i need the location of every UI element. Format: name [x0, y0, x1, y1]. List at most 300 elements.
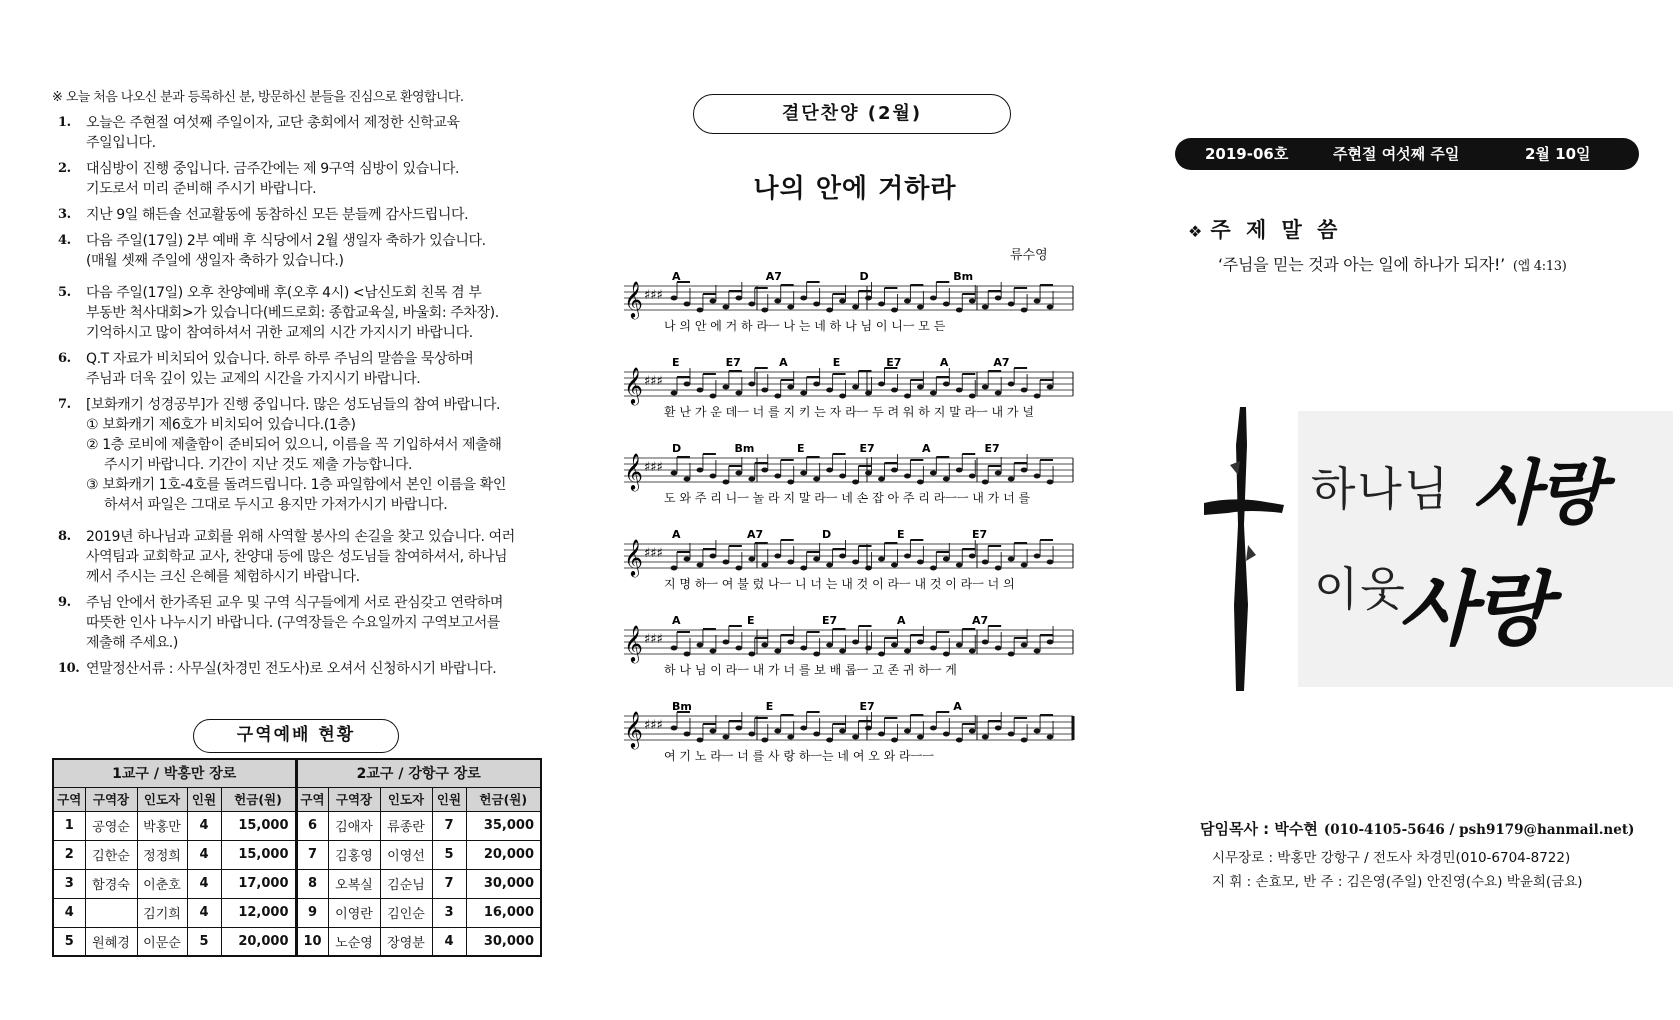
table-cell: 9 [296, 898, 328, 927]
composer: 류수영 [1010, 248, 1048, 263]
chord-label: A [953, 700, 962, 713]
music-note [956, 643, 963, 648]
music-note [813, 477, 820, 482]
group-1-header: 1교구 / 박홍만 장로 [53, 759, 296, 787]
music-note [943, 557, 950, 562]
music-note [787, 560, 794, 565]
announcement-item [52, 593, 542, 653]
column-header: 구역장 [85, 787, 137, 811]
announcements-section [52, 86, 542, 685]
music-note [930, 471, 937, 476]
sunday-name: 주현절 여섯째 주일 [1333, 145, 1460, 163]
table-cell: 이영란 [328, 898, 380, 927]
table-cell: 5 [432, 840, 466, 869]
music-note [865, 296, 872, 301]
music-note [735, 646, 742, 651]
cross-icon [1200, 405, 1290, 695]
music-note [710, 554, 717, 559]
song-title: 나의 안에 거하라 [753, 174, 957, 204]
table-cell: 오복실 [328, 869, 380, 898]
music-note [1008, 477, 1015, 482]
music-note [710, 649, 717, 654]
music-note [1021, 738, 1028, 743]
announcement-line: 부동반 척사대회>가 있습니다(베드로회: 종합교육실, 바울회: 주차장). [86, 305, 499, 321]
music-note [943, 382, 950, 387]
music-note [1034, 554, 1041, 559]
music-note [1047, 735, 1054, 740]
key-signature-icon: ♯♯♯ [644, 546, 663, 561]
announcement-number: 4. [58, 233, 71, 248]
music-note [1047, 385, 1054, 390]
music-note [826, 738, 833, 743]
music-note [826, 388, 833, 393]
music-note [878, 302, 885, 307]
music-note [1021, 468, 1028, 473]
column-header-row [53, 787, 541, 811]
music-note [930, 391, 937, 396]
issue-number: 2019-06호 [1205, 145, 1289, 163]
music-note [697, 468, 704, 473]
music-note [800, 471, 807, 476]
issue-bar [1175, 138, 1639, 170]
music-note [735, 566, 742, 571]
music-note [982, 735, 989, 740]
artwork-love-text-1: 사랑 [1472, 451, 1604, 534]
music-note [697, 643, 704, 648]
music-note [774, 649, 781, 654]
table-cell: 함경숙 [85, 869, 137, 898]
music-note [1008, 382, 1015, 387]
lyric-line: 지 명 하ㅡ 여 불 렀 나ㅡ 니 너 는 내 것 이 라ㅡ 내 것 이 라ㅡ 너 의 [664, 577, 1015, 591]
announcement-line: 기억하시고 많이 참여하셔서 귀한 교제의 시간 가지시기 바랍니다. [86, 325, 473, 341]
music-note [930, 296, 937, 301]
music-note [761, 388, 768, 393]
music-note [865, 726, 872, 731]
treble-clef-icon: 𝄞 [624, 624, 643, 662]
announcement-line: 주일입니다. [86, 135, 156, 151]
music-note [748, 302, 755, 307]
theme-verse [1218, 252, 1567, 275]
table-cell: 정정희 [137, 840, 187, 869]
music-note [735, 726, 742, 731]
chord-label: D [859, 270, 869, 283]
announcement-number: 10. [58, 661, 80, 676]
announcement-line: 주님과 더욱 깊이 있는 교제의 시간을 가지시기 바랍니다. [86, 371, 421, 387]
music-note [852, 560, 859, 565]
table-cell: 류종란 [380, 811, 432, 840]
music-note [748, 557, 755, 562]
table-row [53, 840, 541, 869]
treble-clef-icon: 𝄞 [624, 366, 643, 404]
table-cell: 30,000 [466, 869, 541, 898]
music-note [995, 471, 1002, 476]
music-note [774, 554, 781, 559]
district-report-table [52, 758, 542, 957]
chord-label: A [939, 356, 949, 369]
table-cell: 4 [432, 927, 466, 956]
music-note [904, 394, 911, 399]
music-note [943, 302, 950, 307]
music-note [813, 732, 820, 737]
table-cell: 8 [296, 869, 328, 898]
music-note [956, 468, 963, 473]
music-note [995, 566, 1002, 571]
announcement-item [52, 283, 542, 343]
music-note [878, 477, 885, 482]
music-note [995, 391, 1002, 396]
music-note [865, 646, 872, 651]
table-cell: 20,000 [221, 927, 296, 956]
lyric-line: 하 나 님 이 라ㅡ 내 가 너 를 보 배 롭ㅡ 고 존 귀 하ㅡ 게 [664, 663, 957, 677]
music-note [930, 566, 937, 571]
music-note [684, 382, 691, 387]
key-signature-icon: ♯♯♯ [644, 460, 663, 475]
music-note [671, 391, 678, 396]
pastor-contact: (010-4105-5646 / psh9179@hanmail.net) [1323, 822, 1635, 838]
chord-label: E [747, 614, 755, 627]
music-note [852, 385, 859, 390]
music-note [969, 649, 976, 654]
chord-label: A [672, 528, 681, 541]
music-note [904, 474, 911, 479]
chord-label: E7 [886, 356, 902, 369]
announcement-line: 다음 주일(17일) 오후 찬양예배 후(오후 4시) <남신도회 친목 겸 부 [86, 285, 482, 301]
music-note [800, 566, 807, 571]
chord-label: A [897, 614, 906, 627]
music-note [826, 643, 833, 648]
music-note [800, 391, 807, 396]
chord-label: E7 [725, 356, 741, 369]
group-2-header: 2교구 / 강항구 장로 [296, 759, 541, 787]
table-row [53, 927, 541, 956]
music-note [1034, 394, 1041, 399]
table-cell: 장영분 [380, 927, 432, 956]
music-note [748, 477, 755, 482]
table-cell: 3 [53, 869, 85, 898]
music-note [982, 305, 989, 310]
table-cell: 7 [296, 840, 328, 869]
announcement-line: 께서 주시는 크신 은혜를 체험하시기 바랍니다. [86, 569, 360, 585]
column-header: 구역장 [328, 787, 380, 811]
music-note [671, 726, 678, 731]
music-note [722, 640, 729, 645]
music-note [1021, 643, 1028, 648]
sheet-music [622, 268, 1077, 788]
hymn-heading: 결단찬양 (2월) [693, 94, 1011, 134]
music-note [1034, 474, 1041, 479]
chord-label: D [672, 442, 682, 455]
music-note [671, 566, 678, 571]
table-cell: 1 [53, 811, 85, 840]
column-header: 헌금(원) [466, 787, 541, 811]
treble-clef-icon: 𝄞 [624, 710, 643, 748]
announcement-line: 따뜻한 인사 나누시기 바랍니다. (구역장들은 수요일까지 구역보고서를 [86, 615, 501, 631]
announcement-line: 지난 9일 해든솔 선교활동에 동참하신 모든 분들께 감사드립니다. [86, 207, 469, 223]
music-note [774, 394, 781, 399]
music-note [995, 296, 1002, 301]
chord-label: E [765, 700, 774, 713]
announcement-line: ② 1층 로비에 제출함이 준비되어 있으니, 이름을 꼭 기입하셔서 제출해 [86, 437, 502, 453]
announcement-number: 8. [58, 529, 71, 544]
music-note [904, 649, 911, 654]
theme-verse-text: ‘주님을 믿는 것과 아는 일에 하나가 되자!’ [1218, 255, 1505, 274]
table-cell: 김홍영 [328, 840, 380, 869]
announcement-number: 6. [58, 351, 71, 366]
music-note [735, 471, 742, 476]
music-note [748, 732, 755, 737]
announcement-line: 2019년 하나님과 교회를 위해 사역할 봉사의 손길을 찾고 있습니다. 여러 [86, 529, 515, 545]
table-cell: 이영선 [380, 840, 432, 869]
column-header: 헌금(원) [221, 787, 296, 811]
music-note [735, 391, 742, 396]
music-note [1008, 302, 1015, 307]
treble-clef-icon: 𝄞 [624, 280, 643, 318]
announcement-item [52, 159, 542, 199]
table-cell: 3 [432, 898, 466, 927]
table-row [53, 898, 541, 927]
senior-pastor [1200, 818, 1634, 839]
music-note [722, 480, 729, 485]
music-note [865, 566, 872, 571]
announcement-number: 5. [58, 285, 71, 300]
music-note [671, 471, 678, 476]
lyric-line: 도 와 주 리 니ㅡ 놀 라 지 말 라ㅡ 네 손 잡 아 주 리 라ㅡㅡ 내 가 너 를 [664, 491, 1031, 505]
music-note [956, 563, 963, 568]
music-note [995, 646, 1002, 651]
table-cell: 4 [187, 869, 221, 898]
music-note [852, 640, 859, 645]
music-note [697, 388, 704, 393]
music-note [969, 394, 976, 399]
chord-label: E7 [984, 442, 1000, 455]
music-note [710, 299, 717, 304]
announcement-item [52, 395, 542, 515]
table-row [53, 811, 541, 840]
chord-label: E7 [859, 442, 875, 455]
music-note [684, 732, 691, 737]
theme-heading [1188, 214, 1341, 244]
music-note [943, 477, 950, 482]
music-note [1034, 729, 1041, 734]
chord-label: A [922, 442, 931, 455]
music-note [943, 652, 950, 657]
music-note [671, 646, 678, 651]
music-note [684, 652, 691, 657]
music-note [891, 468, 898, 473]
treble-clef-icon: 𝄞 [624, 452, 643, 490]
music-note [956, 388, 963, 393]
table-cell: 4 [53, 898, 85, 927]
music-note [878, 557, 885, 562]
column-header: 인원 [187, 787, 221, 811]
music-note [697, 308, 704, 313]
announcement-item [52, 113, 542, 153]
chord-label: E [797, 442, 805, 455]
music-note [943, 732, 950, 737]
table-cell: 7 [432, 811, 466, 840]
lyric-line: 여 기 노 라ㅡ 너 를 사 랑 하ㅡ는 네 여 오 와 라ㅡㅡ [664, 749, 934, 763]
table-cell: 김한순 [85, 840, 137, 869]
music-note [930, 646, 937, 651]
music-note [969, 554, 976, 559]
music-note [891, 563, 898, 568]
music-note [839, 649, 846, 654]
music-note [1047, 480, 1054, 485]
music-note [930, 726, 937, 731]
music-note [982, 640, 989, 645]
column-header: 인원 [432, 787, 466, 811]
bulletin-date: 2월 10일 [1525, 145, 1591, 163]
music-note [710, 729, 717, 734]
music-note [800, 296, 807, 301]
music-note [1021, 563, 1028, 568]
music-note [917, 385, 924, 390]
artwork-neighbor-text: 이웃 [1314, 562, 1407, 616]
music-note [852, 480, 859, 485]
table-cell: 10 [296, 927, 328, 956]
music-note [878, 382, 885, 387]
announcement-line: [보화캐기 성경공부]가 진행 중입니다. 많은 성도님들의 참여 바랍니다. [86, 397, 501, 413]
music-note [878, 652, 885, 657]
music-note [969, 474, 976, 479]
music-note [891, 643, 898, 648]
music-note [1021, 308, 1028, 313]
chord-label: A [672, 614, 681, 627]
theme-heading-text: 주 제 말 씀 [1210, 218, 1342, 242]
table-cell: 5 [187, 927, 221, 956]
announcement-line: ① 보화캐기 제6호가 비치되어 있습니다.(1층) [86, 417, 356, 433]
announcement-line: ③ 보화캐기 1호-4호를 돌려드립니다. 1층 파일함에서 본인 이름을 확인 [86, 477, 506, 493]
music-note [722, 560, 729, 565]
music-note [684, 302, 691, 307]
music-note [852, 305, 859, 310]
table-cell: 7 [432, 869, 466, 898]
music-note [787, 735, 794, 740]
music-note [1021, 388, 1028, 393]
pastor-label: 담임목사 : 박수현 [1200, 820, 1318, 838]
music-note [1034, 649, 1041, 654]
music-note [839, 474, 846, 479]
music-note [748, 382, 755, 387]
table-cell [85, 898, 137, 927]
music-note [904, 729, 911, 734]
music-note [826, 468, 833, 473]
announcement-line: 하셔서 파일은 그대로 두시고 용지만 가져가시기 바랍니다. [104, 497, 448, 513]
music-note [904, 554, 911, 559]
column-header: 구역 [296, 787, 328, 811]
table-cell: 공영순 [85, 811, 137, 840]
music-note [982, 385, 989, 390]
music-note [917, 640, 924, 645]
welcome-text: ※ 오늘 처음 나오신 분과 등록하신 분, 방문하신 분들을 진심으로 환영합니다. [52, 90, 464, 105]
table-cell: 5 [53, 927, 85, 956]
chord-label: E [832, 356, 841, 369]
music-note [904, 299, 911, 304]
chord-label: E [672, 356, 680, 369]
key-signature-icon: ♯♯♯ [644, 374, 663, 389]
music-note [1047, 560, 1054, 565]
music-note [800, 646, 807, 651]
table-cell: 박홍만 [137, 811, 187, 840]
music-note [917, 560, 924, 565]
table-cell: 이문순 [137, 927, 187, 956]
announcement-number: 1. [58, 115, 71, 130]
music-note [813, 302, 820, 307]
column-header: 인도자 [380, 787, 432, 811]
music-note [956, 308, 963, 313]
music-note [710, 394, 717, 399]
music-note [1047, 305, 1054, 310]
column-header: 구역 [53, 787, 85, 811]
music-note [813, 652, 820, 657]
music-note [1008, 732, 1015, 737]
table-cell: 이춘호 [137, 869, 187, 898]
calligraphy-artwork [1188, 405, 1678, 695]
announcement-line: Q.T 자료가 비치되어 있습니다. 하루 하루 주님의 말씀을 묵상하며 [86, 351, 474, 367]
announcement-line: 대심방이 진행 중입니다. 금주간에는 제 9구역 심방이 있습니다. [86, 161, 460, 177]
music-note [761, 308, 768, 313]
table-cell: 15,000 [221, 840, 296, 869]
music-note [891, 738, 898, 743]
elders-line: 시무장로 : 박홍만 강항구 / 전도사 차경민(010-6704-8722) [1212, 850, 1571, 866]
lyric-line: 나 의 안 에 거 하 라ㅡ 나 는 네 하 나 님 이 니ㅡ 모 든 [664, 319, 946, 333]
music-note [839, 299, 846, 304]
lyric-line: 환 난 가 운 데ㅡ 너 를 지 키 는 자 라ㅡ 두 려 워 하 지 말 라ㅡ 내 가 널 [664, 405, 1034, 419]
music-note [917, 735, 924, 740]
music-note [878, 732, 885, 737]
table-cell: 35,000 [466, 811, 541, 840]
announcement-item [52, 349, 542, 389]
music-note [865, 391, 872, 396]
music-note [697, 563, 704, 568]
announcement-number: 7. [58, 397, 71, 412]
announcement-line: 오늘은 주현절 여섯째 주일이자, 교단 총회에서 제정한 신학교육 [86, 115, 460, 131]
music-note [722, 385, 729, 390]
music-note [735, 296, 742, 301]
table-cell: 20,000 [466, 840, 541, 869]
announcement-item [52, 527, 542, 587]
chord-label: A7 [993, 356, 1010, 369]
music-note [722, 305, 729, 310]
column-header: 인도자 [137, 787, 187, 811]
music-note [1034, 299, 1041, 304]
table-cell: 12,000 [221, 898, 296, 927]
table-cell: 4 [187, 811, 221, 840]
table-cell: 김순님 [380, 869, 432, 898]
music-note [761, 738, 768, 743]
music-note [956, 738, 963, 743]
music-note [917, 305, 924, 310]
music-note [852, 735, 859, 740]
music-note [787, 640, 794, 645]
music-note [787, 305, 794, 310]
key-signature-icon: ♯♯♯ [644, 288, 663, 303]
music-note [684, 477, 691, 482]
table-cell: 16,000 [466, 898, 541, 927]
chord-label: A [672, 270, 681, 283]
music-note [748, 652, 755, 657]
chord-label: Bm [734, 442, 755, 455]
music-note [1008, 557, 1015, 562]
music-note [813, 382, 820, 387]
music-note [865, 471, 872, 476]
table-cell: 김인순 [380, 898, 432, 927]
music-note [813, 557, 820, 562]
music-note [710, 474, 717, 479]
announcement-item [52, 231, 542, 271]
table-row [53, 869, 541, 898]
music-note [1008, 652, 1015, 657]
